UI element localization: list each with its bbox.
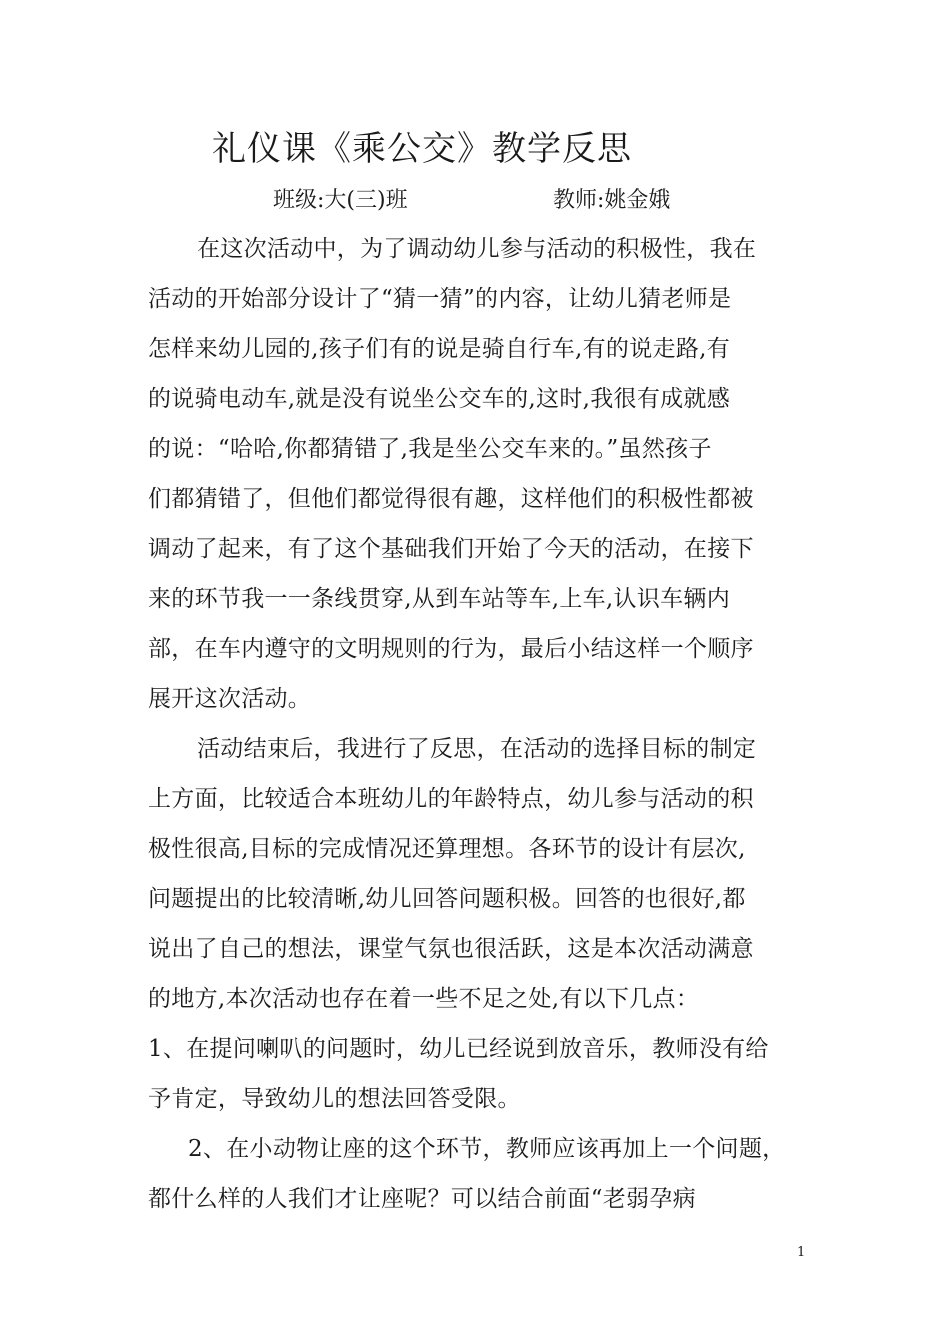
body-line: 的地方,本次活动也存在着一些不足之处,有以下几点： <box>148 986 700 1012</box>
body-line: 2、在小动物让座的这个环节，教师应该再加上一个问题， <box>188 1136 786 1162</box>
body-line: 调动了起来，有了这个基础我们开始了今天的活动，在接下 <box>148 536 754 562</box>
document-title: 礼仪课《乘公交》教学反思 <box>212 129 632 169</box>
body-line: 展开这次活动。 <box>148 686 312 712</box>
body-line: 极性很高,目标的完成情况还算理想。各环节的设计有层次, <box>148 836 746 862</box>
teacher-info: 教师:姚金娥 <box>553 188 671 213</box>
body-line: 来的环节我一一条线贯穿,从到车站等车,上车,认识车辆内 <box>148 586 731 612</box>
body-line: 1、在提问喇叭的问题时，幼儿已经说到放音乐，教师没有给 <box>148 1036 769 1062</box>
body-line: 说出了自己的想法，课堂气氛也很活跃，这是本次活动满意 <box>148 936 754 962</box>
body-line: 们都猜错了，但他们都觉得很有趣，这样他们的积极性都被 <box>148 486 754 512</box>
page-number: 1 <box>797 1245 806 1260</box>
body-line: 上方面，比较适合本班幼儿的年龄特点，幼儿参与活动的积 <box>148 786 754 812</box>
body-line: 予肯定，导致幼儿的想法回答受限。 <box>148 1086 521 1112</box>
body-line: 问题提出的比较清晰,幼儿回答问题积极。回答的也很好,都 <box>148 886 746 912</box>
body-line: 活动结束后，我进行了反思，在活动的选择目标的制定 <box>197 736 757 762</box>
body-line: 在这次活动中，为了调动幼儿参与活动的积极性，我在 <box>197 236 757 262</box>
body-line: 活动的开始部分设计了“猜一猜”的内容，让幼儿猜老师是 <box>148 286 732 312</box>
body-line: 的说：“哈哈,你都猜错了,我是坐公交车来的。”虽然孩子 <box>148 436 712 462</box>
body-line: 部，在车内遵守的文明规则的行为，最后小结这样一个顺序 <box>148 636 754 662</box>
class-info: 班级:大(三)班 <box>273 188 408 213</box>
body-line: 都什么样的人我们才让座呢？可以结合前面“老弱孕病 <box>148 1186 696 1212</box>
body-line: 的说骑电动车,就是没有说坐公交车的,这时,我很有成就感 <box>148 386 731 412</box>
body-line: 怎样来幼儿园的,孩子们有的说是骑自行车,有的说走路,有 <box>148 336 731 362</box>
